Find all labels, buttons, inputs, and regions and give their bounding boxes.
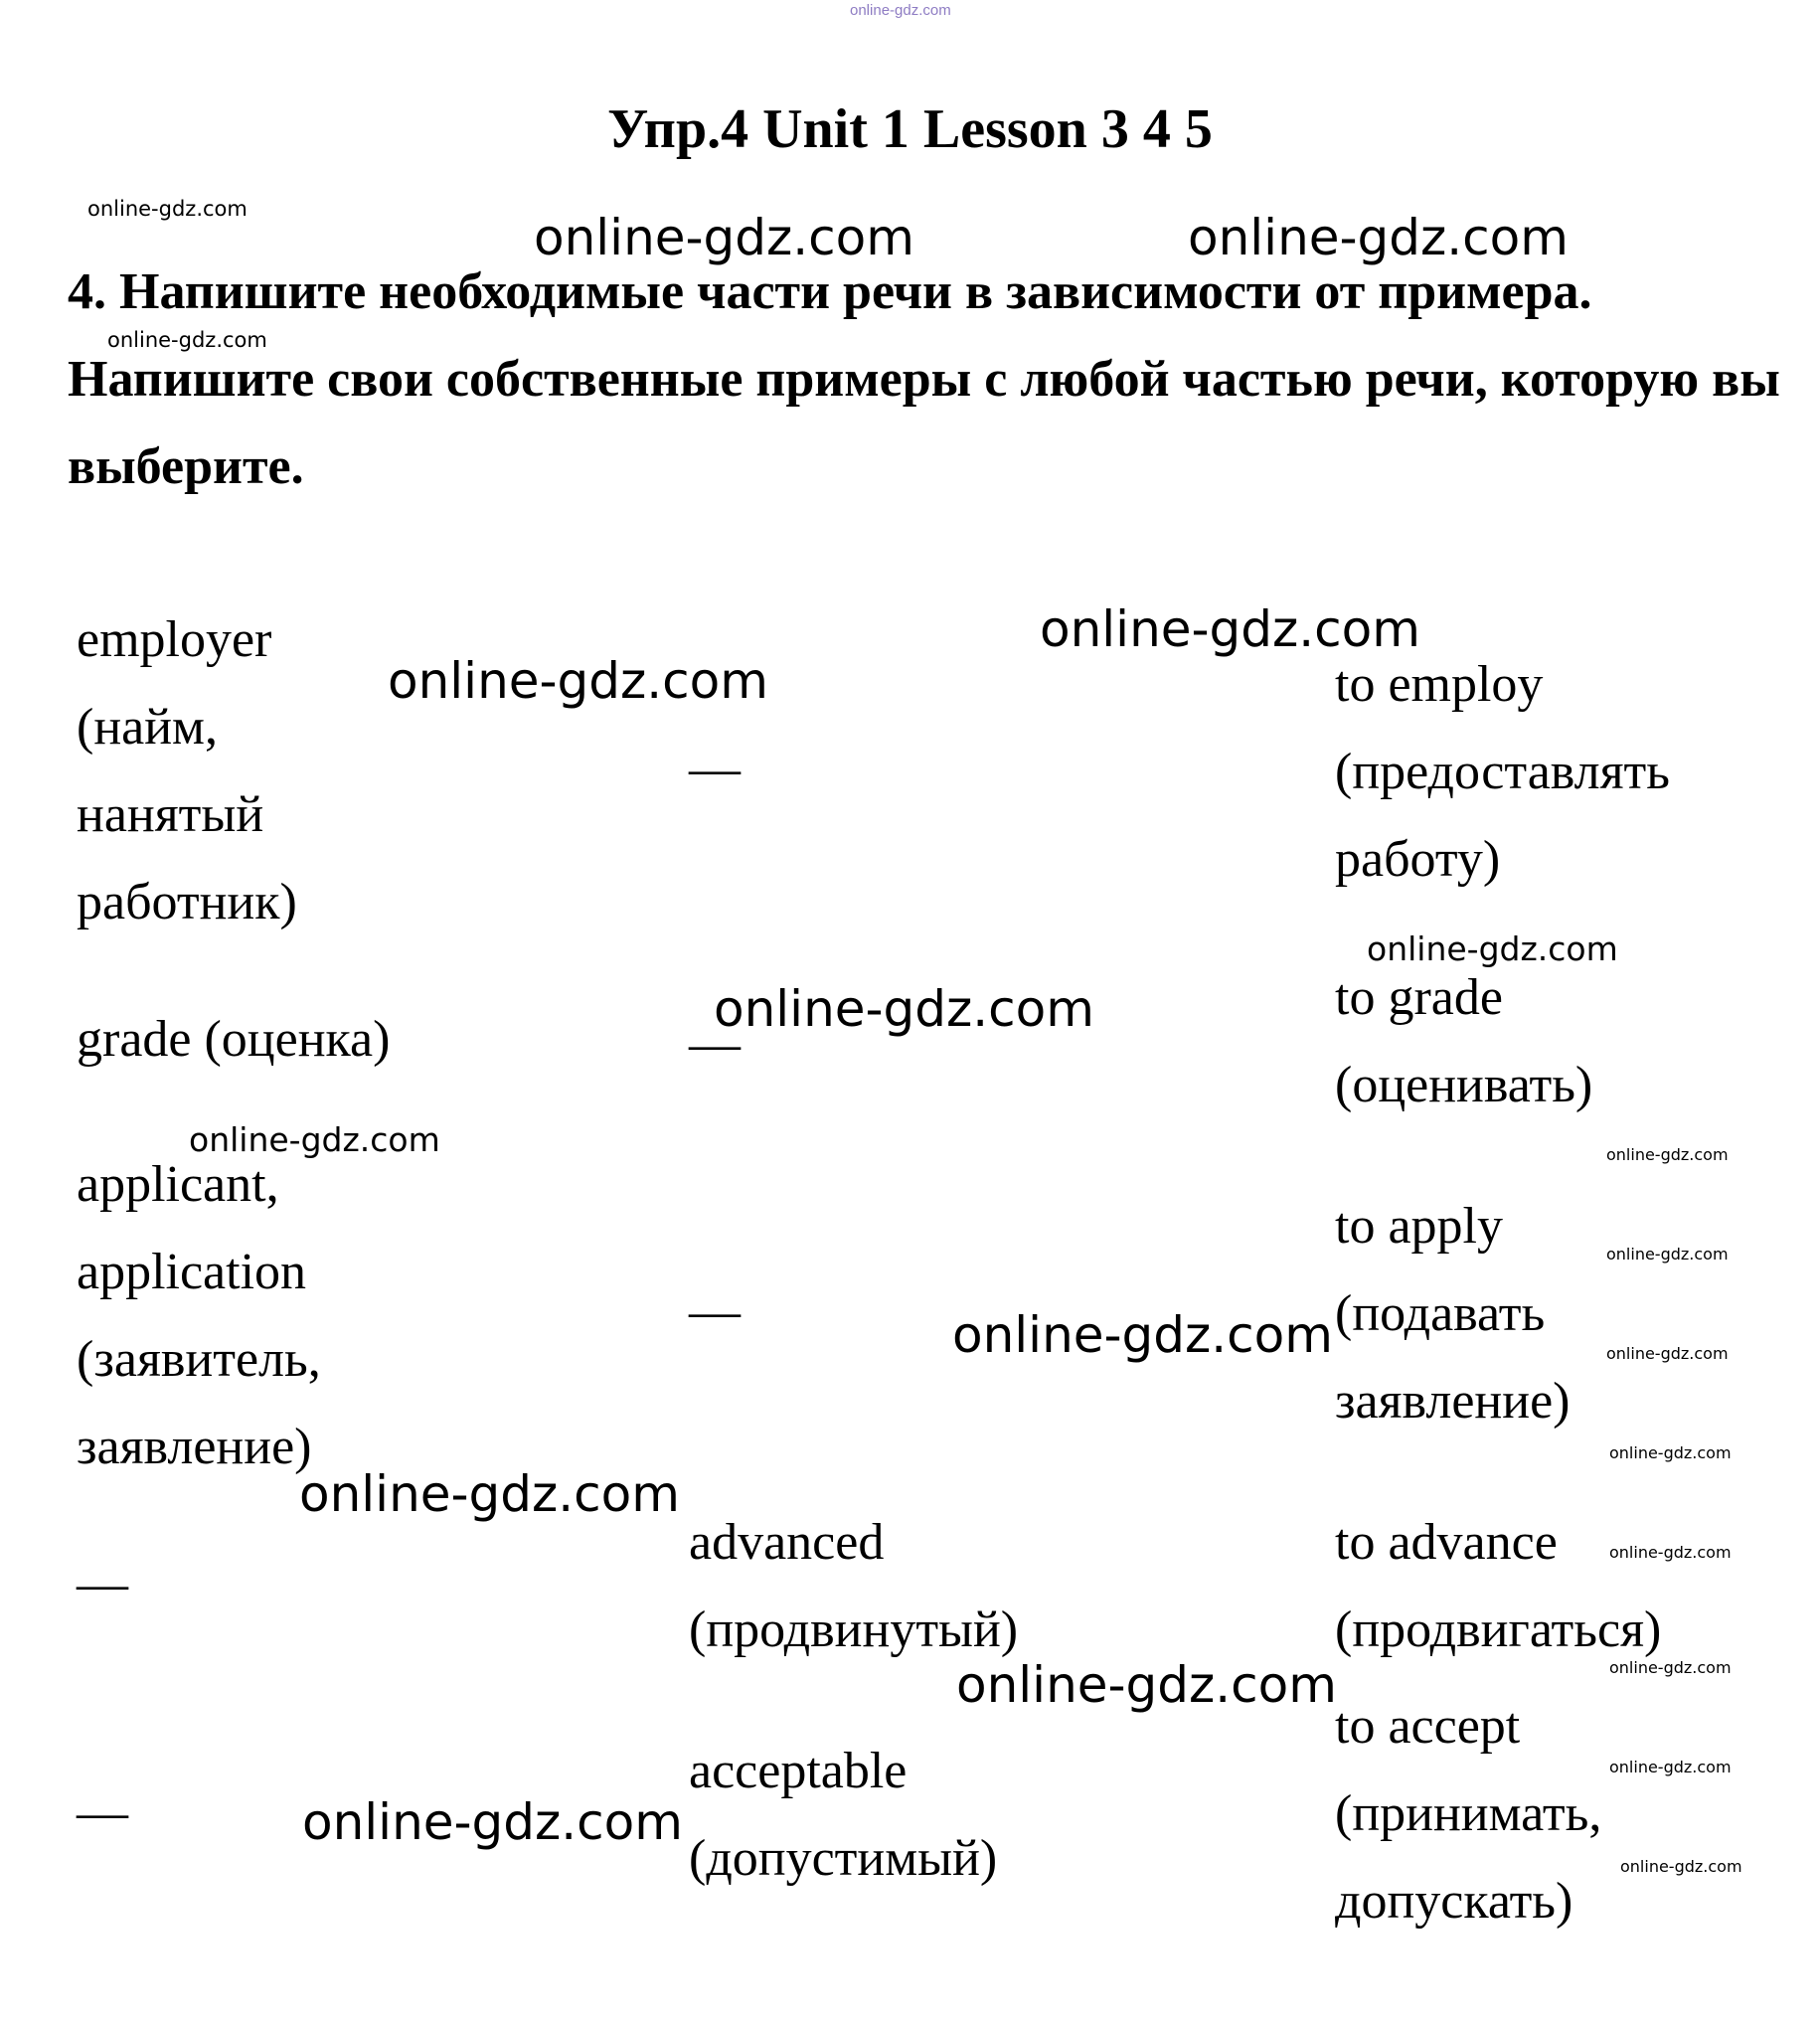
row-4-verb-line: (продвигаться): [1335, 1602, 1662, 1658]
row-3-verb: [1335, 1183, 1571, 1445]
watermark: online-gdz.com: [1609, 1658, 1732, 1677]
row-1-noun-line: нанятый: [77, 786, 264, 843]
watermark: online-gdz.com: [534, 209, 914, 266]
watermark: online-gdz.com: [1040, 600, 1420, 658]
row-1-noun-line: (найм,: [77, 699, 218, 756]
watermark: online-gdz.com: [952, 1306, 1333, 1364]
row-2-adjective-line: —: [689, 1016, 741, 1073]
row-1-noun-line: работник): [77, 874, 297, 930]
row-1-adjective-line: —: [689, 741, 741, 797]
watermark: online-gdz.com: [299, 1465, 680, 1523]
row-3-noun-line: application: [77, 1244, 307, 1300]
row-3-verb-line: to apply: [1335, 1198, 1503, 1255]
site-header-watermark: online-gdz.com: [850, 2, 951, 19]
row-5-verb-line: (принимать,: [1335, 1785, 1602, 1842]
row-1-verb-line: to employ: [1335, 656, 1544, 713]
row-1-noun: [77, 596, 297, 946]
watermark: online-gdz.com: [1609, 1443, 1732, 1462]
watermark: online-gdz.com: [1606, 1245, 1729, 1264]
row-1-verb: [1335, 641, 1670, 904]
row-4-adjective-line: advanced: [689, 1514, 885, 1571]
row-2-noun-line: grade (оценка): [77, 1011, 391, 1068]
row-1-noun-line: employer: [77, 611, 272, 668]
watermark: online-gdz.com: [1606, 1344, 1729, 1363]
row-5-verb-line: допускать): [1335, 1873, 1573, 1930]
task-instructions: 4. Напишите необходимые части речи в зависимости от примера. Напишите свои собственные примеры с любой частью речи, которую вы выберите.: [68, 263, 1780, 495]
page-title: Упр.4 Unit 1 Lesson 3 4 5: [607, 98, 1213, 160]
watermark: online-gdz.com: [1188, 209, 1569, 266]
watermark: online-gdz.com: [1609, 1543, 1732, 1562]
row-2-verb: [1335, 954, 1592, 1129]
row-3-adjective-line: —: [689, 1283, 741, 1340]
watermark: online-gdz.com: [87, 197, 248, 221]
row-1-verb-line: работу): [1335, 831, 1501, 888]
row-4-adjective-line: (продвинутый): [689, 1602, 1019, 1658]
watermark: online-gdz.com: [956, 1656, 1337, 1714]
watermark: online-gdz.com: [714, 980, 1094, 1038]
row-3-noun-line: заявление): [77, 1419, 312, 1475]
watermark: online-gdz.com: [107, 328, 267, 352]
watermark: online-gdz.com: [302, 1793, 683, 1851]
row-1-adjective: [689, 726, 741, 813]
row-3-verb-line: заявление): [1335, 1373, 1571, 1430]
row-2-verb-line: to grade: [1335, 969, 1503, 1026]
watermark: online-gdz.com: [1606, 1145, 1729, 1164]
row-4-noun-line: —: [77, 1556, 128, 1612]
row-3-noun-line: applicant,: [77, 1156, 279, 1213]
row-5-noun: [77, 1770, 128, 1857]
row-3-adjective: [689, 1268, 741, 1356]
row-2-noun: [77, 996, 390, 1084]
row-4-adjective: [689, 1499, 1018, 1674]
row-4-noun: [77, 1541, 128, 1628]
row-5-adjective-line: acceptable: [689, 1743, 908, 1799]
watermark: online-gdz.com: [1609, 1758, 1732, 1776]
row-5-noun-line: —: [77, 1784, 128, 1841]
watermark: online-gdz.com: [1367, 929, 1618, 968]
row-3-verb-line: (подавать: [1335, 1285, 1546, 1342]
row-2-verb-line: (оценивать): [1335, 1057, 1593, 1113]
row-5-adjective: [689, 1728, 997, 1903]
row-4-verb: [1335, 1499, 1661, 1674]
watermark: online-gdz.com: [1620, 1857, 1742, 1876]
row-3-noun-line: (заявитель,: [77, 1331, 321, 1388]
row-1-verb-line: (предоставлять: [1335, 744, 1670, 800]
row-5-adjective-line: (допустимый): [689, 1830, 998, 1887]
row-5-verb: [1335, 1683, 1601, 1945]
watermark: online-gdz.com: [189, 1120, 440, 1159]
row-4-verb-line: to advance: [1335, 1514, 1558, 1571]
row-5-verb-line: to accept: [1335, 1698, 1521, 1755]
row-3-noun: [77, 1141, 321, 1491]
watermark: online-gdz.com: [388, 652, 768, 710]
